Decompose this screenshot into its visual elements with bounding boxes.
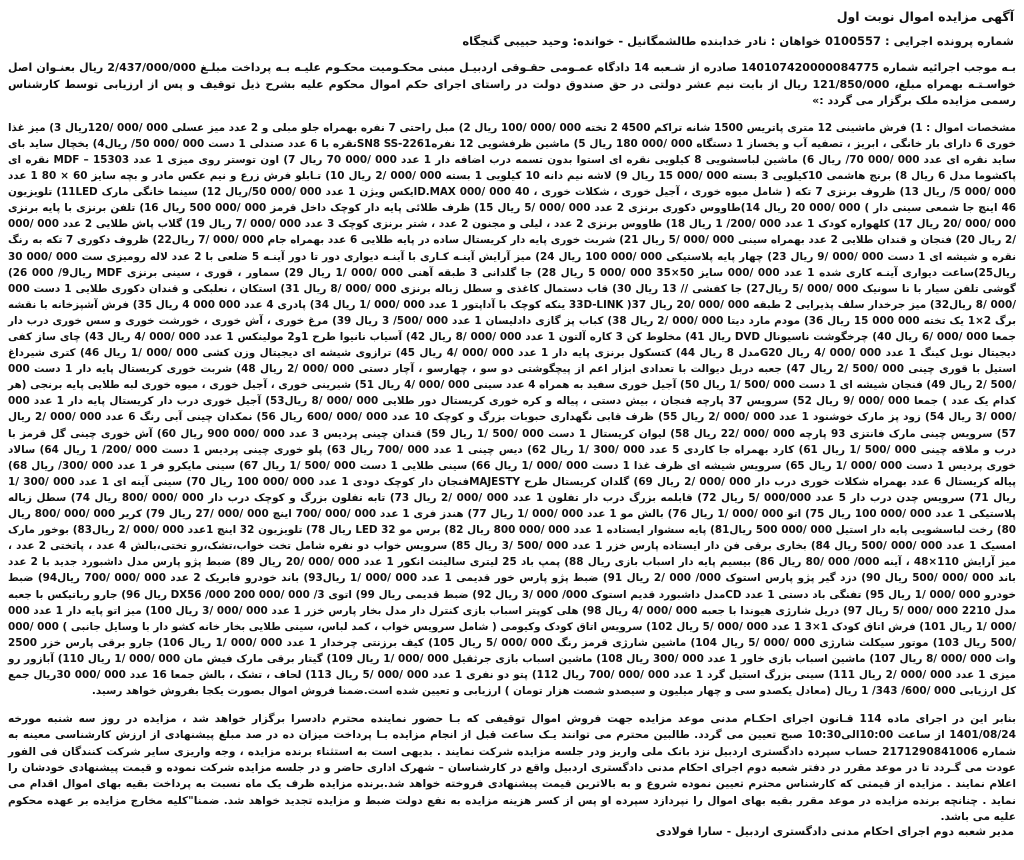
signature-line: مدیر شعبه دوم اجرای احکام مدنی دادگستری اردبیل - سارا فولادی (655, 825, 1014, 838)
file-number-line: شماره پرونده اجرایی : 0100557 خواهان : نادر خدابنده طالشمگانیل - خوانده: وحید حبیبی گنجگاه (462, 34, 1014, 48)
auction-notice (6, 6, 1018, 854)
intro-paragraph: بـه موجب اجرائیه شماره 140107420000084775 صادره از شـعبه 14 دادگاه عمـومی حقـوقی اردبیـل مبنی محکـومیت محکـوم علیـه بـه پرداخت مبلـغ 2/437/000/000 ریال بعنـوان اصل خواسـتـه بهمراه مبلغ، 121/850/000 ریال از بابت نیم عشر دولتی در حق صندوق دولت در راستای اجرای حکم اموال محکوم علیه بشرح ذیل توقیف و پس از ارزیابی توسط کارشناس رسمی مزایده ملک برگزار می گردد :» (8, 61, 1016, 108)
conditions-paragraph: بنابر این در اجرای ماده 114 قـانون اجرای احکـام مدنی موعد مزایده جهت فروش اموال توقیفی که بـا حضور نماینده محترم دادسرا برگزار خواهد شد ، مزایده در روز سه شنبه مورخه 1401/08/24 از ساعت 10:00الی10:30 صبح تعیین می گردد. طالبین محترم می توانند یـک ساعت قبل از انجام مزایده بـا پرداخت میزان ده در صد مبلغ پیشنهادی از ارزش کارشناسی معینه به شماره 2171290841006 حساب سپرده دادگستری اردبیل نزد بانک ملی واریز ودر جلسه مزایده شرکت نمایند . بدیهی است به استثناء برنده مزایده ، وجه واریزی سایر شرکت کنندگان فی الفور عودت می گـردد تا در موعد مقرر در دفتر شعبه دوم اجرای احکام مدنی دادگستری اردبیل واقع در کارشناسان – شهرک اداری حاضر و در جلسه مزایده شرکت نموده و قیمت پیشنهادی خودشان را اعلام نمایند . مزایده از قیمتی که کارشناس محترم تعیین نموده شروع و به بالاترین قیمت پیشنهادی فروخته خواهد شد.برنده مزایده ظرف یک ماه نسبت به پرداخت بقیه بهای اموال اقدام می نماید . چنانچه برنده مزایده در موعد مقرر بقیه بهای اموال را نپردازد سپرده او پس از کسر هزینه مزایده به نفع دولت ضبط و مزایده تجدید خواهد شد. ضمنا"کلیه مخارج مزایده بر عهده محکوم علیه می باشد. (8, 713, 1016, 823)
items-list-paragraph: مشخصات اموال : 1) فرش ماشینی 12 متری پاتریس 1500 شانه تراکم 4500 2 تخته 000 /000 /100 ریال 2) مبل راحتی 7 نفره بهمراه جلو مبلی و 2 عدد میز عسلی 000 /000 /120ریال 3) میز غذا خوری 6 دارای بار خانگی ، ابریز ، تصفیه آب و یخساز 1 دستگاه 000 /000 180 ریال 5) ماشین ظرفشویی 12 نفره2261-SN8 SSنقره با 6 عدد صندلی 1 دست 000 /000 50/ ریال4) یخچال ساید بای ساید نقره ای عدد 000 /000 70/ ریال 6) ماشین لباسشویی 8 کیلویی نقره ای استوا بدون تسمه درب اضافه دار 1 عدد 000 /000 70 ریال 7) اون توستر روی میزی 1 عدد 15303 – MDF نقره ای پاکشوما مدل 6 ریال 8) برنج هاشمی 10کیلویی 3 بسته 000 /000 15 ریال 9) لاشه نیم دانه 10 کیلویی 1 بسته 000 /000 /2 ریال 10) تـابلو فرش زرع و نیم عکس مادر و بچه سایز 60 × 80 1 عدد 000 /000 5/ ریال 13) ظروف برنزی 7 تکه ( شامل میوه خوری ، آجیل خوری ، شکلات خوری ، 40 000 /000 D.MAXایکس ویژن 1 عدد 000 /000 50/ریال 12) سینما خانگی مارک 11LED) تلویزیون 46 اینچ جا شمعی سینی دار ) 000 /000 20 ریال 14)طاووس دکوری برنزی 2 عدد 000 /000 /5 ریال 15) ظرف طلائی پایه دار کوچک داخل قرمز 000 /000 500 ریال 16) تلفن برنزی با پایه برنزی 000 /000 /20 ریال 17) کلهواره کودک 1 عدد 000 /200/ 1 ریال 18) طاووس برنزی 2 عدد ، لیلی و مجنون 2 عدد ، شتر برنزی کوچک 3 عدد 000 /000 /7 ریال 19) گلاب پاش طلایی 2 عدد 000 /000 /2 ریال 20) فنجان و قندان طلایی 2 عدد بهمراه سینی 000 /000 /5 ریال 21) شربت خوری پایه دار کریستال ساده در پایه طلایی 6 عدد بهمراه جام 000 /000 /7 ریال22) ظروف دکوری 7 تکه به رنگ نقره و شیشه ای 1 دست 000 /000 /9 ریال 23) چهار پایه پلاستیکی 000 /000 100 ریال 24) میز آرایش آینـه کـاری با آینـه دیواری دور تا دور آینـه 5 ضلعی با 2 عدد لاله رومیزی ست 000 /000 30 ریال25)ساعت دیواری آینـه کاری شده 1 عدد 000 /000 سایز 50×35 000 /000 5 ریال 28) جا گلدانی 3 طبقه آهنی 000 /000 /1 ریال 29) سماور ، قوری ، سینی برنزی MDF ریال9/ 000 26) گوشی تلفن سیار با نا سونیک 000 /000 /5 ریال27) جا کفشی // 13 ریال 30) قاب دستمال کاغذی و سطل زباله برنزی 000 /000 /8 ریال 31) استکان ، نعلبکی و قندان دکوری طلایی 1 دست 000 /000 /8 ریال32) میز جرخدار سلف پذیرایی 2 طبقه 000 /000 /20 ریال 33D-LINK )37 ینکه کوچک با آداپتور 1 عدد 000 /000 /1 ریال 34) پادری 4 عدد 000 000 4 ریال 35) فرش آشپزخانه با نقشه برگ 2×1 یک تخته 000 000 15 ریال 36) مودم مارد دیتا 000 /000 /2 ریال 38) کباب پز گازی دادلیسان 1 عدد 000 /500/ 3 ریال 39) مرغ خوری ، آش خوری ، خورشت خوری و سس خوری درب دار جمعا 000 /000 /6 ریال 40) چرخگوشت ناسیونال DVD ریال 41) مخلوط کن 3 کاره آلتون 1 عدد 000 /000 /8 ریال 42) آسیاب نانیوا طرح 1و2 مولینکس 1 عدد 000 /000 /4 ریال 43) چای ساز کفی دیجیتال نوبل کینگ 1 عدد 000 /000 /4 ریال G20مدل 8 ریال 44) کتسکول برنزی پایه دار 1 عدد 000 /000 /4 ریال 45) ترازوی شیشه ای دیجیتال وزن کشی 000 /000 /1 ریال 46) کتری شیرداغ استیل با قوری چینی 000 /500 /2 ریال 47) جعبه دربل دیوالت با تعدادی ابزار اعم از پیچگوشتی دو سو ، چهارسو ، آچار دستی 000 /000 /2 ریال 48) شربت خوری کریستال پایه دار 1 دست 000 /500 /2 ریال 49) فنجان شیشه ای 1 دست 000 /500 /1 ریال 50) آجیل خوری سفید به همراه 4 عدد سینی 000 /000 /4 ریال 51) شیرینی خوری ، آجیل خوری ، میوه خوری لبه طلایی پایه برنجی (هر کدام یک عدد ) جمعا 000 /000 /9 ریال 52) سرویس 37 پارچه فنجان ، بیش دستی ، پیاله و کره خوری کریستال دور طلایی 000 /000 /8 ریال53) آجیل خوری درب دار کریستال پایه دار 1 عدد 000 /000 /3 ریال 54) زود پز مارک خوشنود 1 عدد 000 /000 /2 ریال 55) ظرف قابی نگهداری حبوبات بزرگ و کوچک 10 عدد 000 /000 /600 ریال 56) نمکدان چینی آبی رنگ 6 عدد 000 /000 /2 ریال 57) سرویس چینی مارک فانتزی 93 پارچه 000 /000 /22 ریال 58) لیوان کریستال 1 دست 000 /500 /1 ریال 59) قندان چینی پردیس 3 عدد 000 /000 900 ریال 60) آش خوری چینی گل قرمز با درب و ملاقه چینی 000 /500 /1 ریال 61) کارد بهمراه جا کاردی 5 عدد 000 /300 /1 ریال 62) دیس چینی 1 عدد 000 /700 ریال 63) پلو خوری چینی پردیس 1 دست 000 /200/ 1 ریال 64) سالاد خوری پردیس 1 دست 000 /000 /1 ریال 65) سرویس شیشه ای ظرف غذا 1 دست 000 /000 /1 ریال 66) سینی طلایی 1 دست 000 /500 /1 ریال 67) سینی مایکرو فر 1 عدد 000 /300/ ریال 68) پیاله کریستال 6 عدد بهمراه شکلات خوری درب دار 000 /000 /2 ریال 69) گلدان کریستال طرح MAJESTYفنجان دار کوچک دودی 1 عدد 000 /000 100 ریال 70) سینی آینه ای 1 عدد 000 /300 /1 ریال 71) سرویس چدن درب دار 5 عدد 000/000 /5 ریال 72) قابلمه بزرگ درب دار تفلون 1 عدد 000 /000 /2 ریال 73) تابه تفلون بزرگ و کوچک درب دار 000 /000 /800 ریال 74) سطل زباله پلاستیکی 1 عدد 000 /000 100 ریال 75) اتو 000 /000 /1 ریال 76) بالش مو 1 عدد 000 /000 /1 ریال 77) هندز فری 1 عدد 000 /000 /700 اینچ 000 /000 /27 ریال 79) کریر 000 /000 /800 ریال 80) رخت لباسشویی پایه دار استیل 000 /000 500 ریال81) پایه سشوار ایستاده 1 عدد 000 /000 800 ریال 82) برس مو 32 LED ریال 78) تلویزیون 32 اینچ 1عدد 000 /000 /2 ریال83) بوخور مارک امسیک 1 عدد 000 /000 /500 ریال 84) بخاری برقی فن دار ایستاده پارس خزر 1 عدد 000 /500 /3 ریال 85) سرویس خواب دو نفره شامل تخت خواب،تشک،رو تختی،بالش 4 عدد ، پاتختی 2 عدد ، میز آرایش 110×48 ، آینه 000/ 000 /80 ریال 86) بیسیم پایه دار اسباب بازی ریال 88) پمپ باد 25 لیتری سالیتت انکور 1 عدد 000 /000 /20 ریال 89) ضبط پژو پارس مدل داشبورد جدید با 2 عدد باند 000 /000 /500 ریال 90) دزد گیر پژو پارس استوک 000/ 000 /2 ریال 91) ضبط پژو پارس خور قدیمی 1 عدد 000 /000 /1 ریال93) باند خودرو فابریک 2 عدد 000 /000 /700 ریال94) ضبط خودرو 000 /000 /1 ریال 95) تفنگی باد دستی 1 عدد CDمدل داشبورد قدیم استوک 000/ 000 /3 ریال 92) ضبط قدیمی ریال 99) اتوی 3/ 000 /000 DX56 /000 200 ریال 96) جارو رباتیکس با جعبه مدل 2210 000 /000 /5 ریال 97) دریل شارژی هیوندا با جعبه 000 /000 /4 ریال 98) هلی کوپتر اسباب بازی کنترل دار مدل بخار پارس خزر 1 عدد 000 /000 /3 ریال 100) میز اتو پایه دار 1 عدد 000 /000 /1 ریال 101) فرش اتاق کودک 1×3 1 عدد 000 /000 /5 ریال 102) سرویس اتاق کودک وکیومی ( شامل سرویس خواب ، کمد لباس، سینی طلایی بخار خانه کشو دار با وسایل جانبی ) 000 /000 /500 ریال 103) موتور سیکلت شارژی 000 /000 /5 ریال 104) ماشین شارژی قرمز رنگ 000 /000 /5 ریال 105) کیف برزنتی چرخدار 1 عدد 000 /000 /1 ریال 106) جارو برقی پارس خزر 2500 وات 000 /000 /8 ریال 107) ماشین اسباب بازی خاور 1 عدد 000 /300 ریال 108) ماشین اسباب بازی جرثقیل 000 /000 /1 ریال 109) گیتار برقی مارک فیش مان 000 /000 /1 ریال 110) آبازور رو میزی 1 عدد 000 /000 /2 ریال 111) سینی بزرگ استیل گرد 1 عدد 000 /000 /700 ریال 112) پتو دو نفری 1 عدد 000 /000 /5 ریال 113) لحاف ، تشک ، بالش جمعا 16 عدد 000 /000 30ریال جمع کل ارزیابی 000 /600/ 343/ 1 ریال (معادل یکصدو سی و چهار میلیون و سیصدو شصت هزار تومان ) ارزیابی و تعیین شده است.ضمنا فروش اموال بصورت یکجا بفروش خواهد رسید. (8, 121, 1017, 698)
notice-title: آگهی مزایده اموال نوبت اول (836, 9, 1014, 24)
